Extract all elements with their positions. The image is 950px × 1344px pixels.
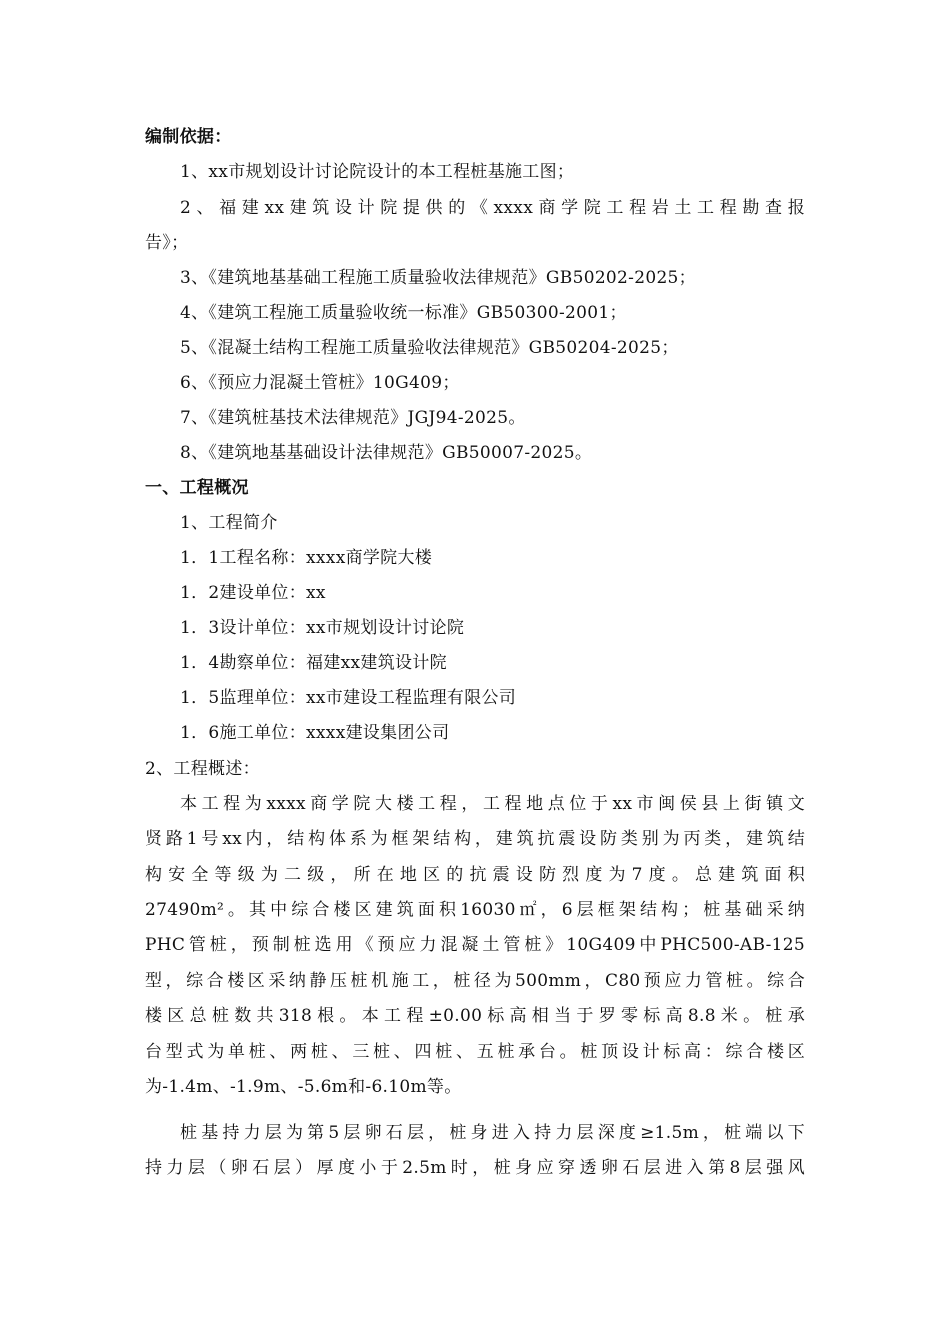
basis-heading: 编制依据： xyxy=(145,127,232,147)
basis-item-3: 3、《建筑地基基础工程施工质量验收法律规范》GB50202-2025； xyxy=(180,268,696,288)
basis-item-6: 6、《预应力混凝土管桩》10G409； xyxy=(180,373,460,393)
summary-line-5: PHC管桩，预制桩选用《预应力混凝土管桩》10G409中PHC500-AB-125 xyxy=(145,935,805,955)
summary-title: 2、工程概述： xyxy=(145,759,260,779)
bearing-line-1: 桩基持力层为第5层卵石层，桩身进入持力层深度≥1.5m，桩端以下 xyxy=(180,1123,805,1143)
basis-item-2: 2、福建xx建筑设计院提供的《xxxx商学院工程岩土工程勘查报 xyxy=(180,198,805,218)
summary-line-9: 为-1.4m、-1.9m、-5.6m和-6.10m等。 xyxy=(145,1077,462,1097)
summary-line-8: 台型式为单桩、两桩、三桩、四桩、五桩承台。桩顶设计标高：综合楼区 xyxy=(145,1042,805,1062)
summary-line-7: 楼区总桩数共318根。本工程±0.00标高相当于罗零标高8.8米。桩承 xyxy=(145,1006,805,1026)
summary-line-4: 27490m²。其中综合楼区建筑面积16030㎡，6层框架结构；桩基础采纳 xyxy=(145,900,805,920)
basis-item-4: 4、《建筑工程施工质量验收统一标准》GB50300-2001； xyxy=(180,303,627,323)
basis-item-7: 7、《建筑桩基技术法律规范》JGJ94-2025。 xyxy=(180,408,526,428)
summary-line-3: 构安全等级为二级，所在地区的抗震设防烈度为7度。总建筑面积 xyxy=(145,865,805,885)
basis-item-8: 8、《建筑地基基础设计法律规范》GB50007-2025。 xyxy=(180,443,593,463)
summary-line-6: 型，综合楼区采纳静压桩机施工，桩径为500mm，C80预应力管桩。综合 xyxy=(145,971,805,991)
bearing-line-2: 持力层（卵石层）厚度小于2.5m时，桩身应穿透卵石层进入第8层强风 xyxy=(145,1158,805,1178)
intro-item-supervisor: 1．5监理单位：xx市建设工程监理有限公司 xyxy=(180,688,517,708)
summary-line-1: 本工程为xxxx商学院大楼工程，工程地点位于xx市闽侯县上街镇文 xyxy=(180,794,805,814)
intro-item-name: 1．1工程名称：xxxx商学院大楼 xyxy=(180,548,433,568)
basis-item-5: 5、《混凝土结构工程施工质量验收法律规范》GB50204-2025； xyxy=(180,338,679,358)
basis-item-2-cont: 告》； xyxy=(145,233,189,253)
intro-item-contractor: 1．6施工单位：xxxx建设集团公司 xyxy=(180,723,450,743)
intro-item-surveyor: 1．4勘察单位：福建xx建筑设计院 xyxy=(180,653,447,673)
overview-heading: 一、工程概况 xyxy=(145,478,249,498)
intro-title: 1、工程简介 xyxy=(180,513,278,533)
intro-item-designer: 1．3设计单位：xx市规划设计讨论院 xyxy=(180,618,465,638)
intro-item-owner: 1．2建设单位：xx xyxy=(180,583,326,603)
summary-line-2: 贤路1号xx内，结构体系为框架结构，建筑抗震设防类别为丙类，建筑结 xyxy=(145,829,805,849)
basis-item-1: 1、xx市规划设计讨论院设计的本工程桩基施工图； xyxy=(180,162,575,182)
